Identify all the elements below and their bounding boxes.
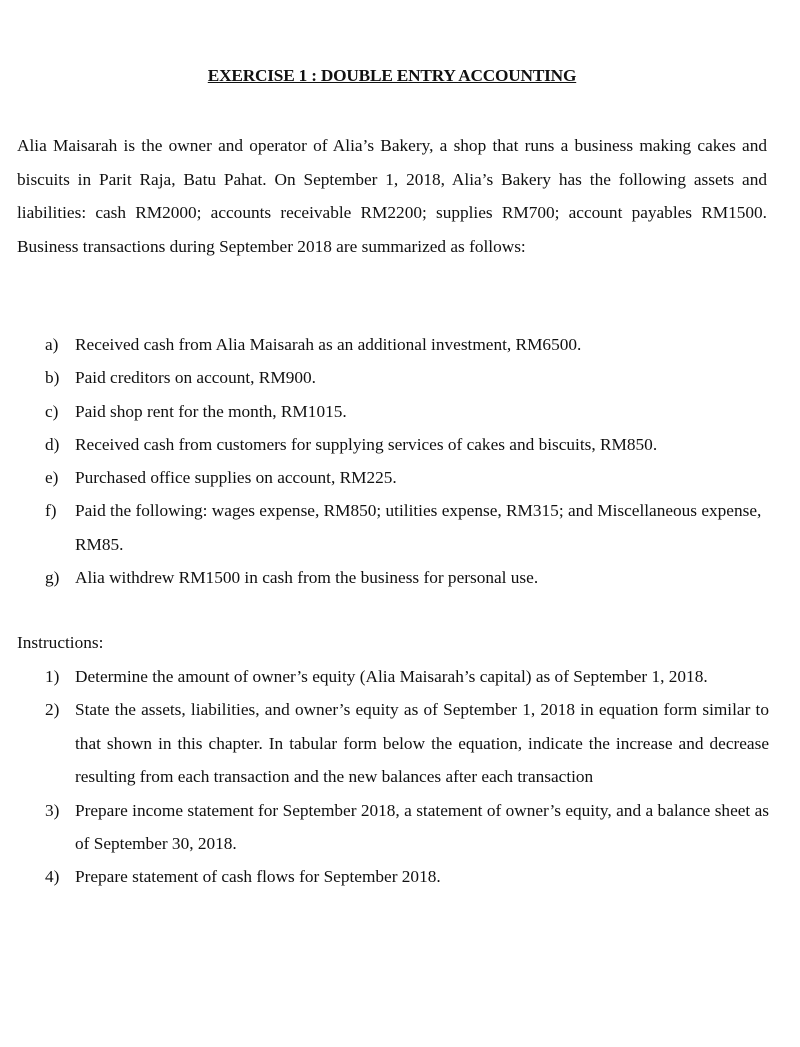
transaction-item	[45, 461, 769, 494]
exercise-title: EXERCISE 1 : DOUBLE ENTRY ACCOUNTING	[207, 66, 577, 85]
transaction-marker: b)	[45, 368, 60, 388]
instruction-item	[45, 660, 769, 693]
intro-paragraph: Alia Maisarah is the owner and operator of Alia’s Bakery, a shop that runs a business making cakes and biscuits in Parit Raja, Batu Pahat. On September 1, 2018, Alia’s Bakery has the following assets and liabilities: cash RM2000; accounts receivable RM2200; supplies RM700; account payables RM1500. Business transactions during September 2018 are summarized as follows:	[17, 136, 767, 256]
instruction-text: State the assets, liabilities, and owner’s equity as of September 1, 2018 in equation form similar to that shown in this chapter. In tabular form below the equation, indicate the increase and decrease resulting from each transaction and the new balances after each transaction	[75, 700, 769, 787]
transaction-text: Paid the following: wages expense, RM850; utilities expense, RM315; and Miscellaneous expense, RM85.	[75, 501, 762, 554]
instruction-item	[45, 794, 769, 861]
transaction-item	[45, 395, 769, 428]
instruction-text: Prepare income statement for September 2018, a statement of owner’s equity, and a balance sheet as of September 30, 2018.	[75, 800, 769, 854]
transaction-text: Paid creditors on account, RM900.	[75, 368, 316, 388]
transaction-marker: a)	[45, 335, 59, 354]
transaction-marker: f)	[45, 501, 57, 521]
transaction-text: Paid shop rent for the month, RM1015.	[75, 401, 347, 421]
transaction-marker: g)	[45, 568, 60, 588]
transaction-item	[45, 494, 769, 561]
instruction-text: Determine the amount of owner’s equity (Alia Maisarah’s capital) as of September 1, 2018.	[75, 667, 708, 686]
transaction-item	[45, 428, 769, 461]
transaction-item	[45, 328, 769, 361]
transaction-text: Alia withdrew RM1500 in cash from the business for personal use.	[75, 568, 539, 588]
instructions-heading: Instructions:	[17, 633, 104, 652]
transaction-text: Received cash from Alia Maisarah as an additional investment, RM6500.	[75, 335, 582, 354]
instruction-marker: 2)	[45, 700, 60, 720]
instruction-marker: 4)	[45, 867, 60, 887]
instruction-marker: 1)	[45, 667, 60, 686]
instruction-marker: 3)	[45, 800, 60, 820]
instruction-text: Prepare statement of cash flows for September 2018.	[75, 867, 441, 887]
transaction-marker: d)	[45, 434, 60, 454]
transaction-marker: e)	[45, 468, 59, 488]
instruction-item	[45, 693, 769, 793]
transaction-text: Purchased office supplies on account, RM225.	[75, 468, 397, 488]
transaction-item	[45, 361, 769, 394]
instruction-list	[45, 660, 769, 894]
transaction-text: Received cash from customers for supplying services of cakes and biscuits, RM850.	[75, 434, 658, 454]
transaction-list	[45, 328, 769, 594]
transaction-marker: c)	[45, 401, 59, 421]
instruction-item	[45, 860, 769, 893]
transaction-item	[45, 561, 769, 594]
